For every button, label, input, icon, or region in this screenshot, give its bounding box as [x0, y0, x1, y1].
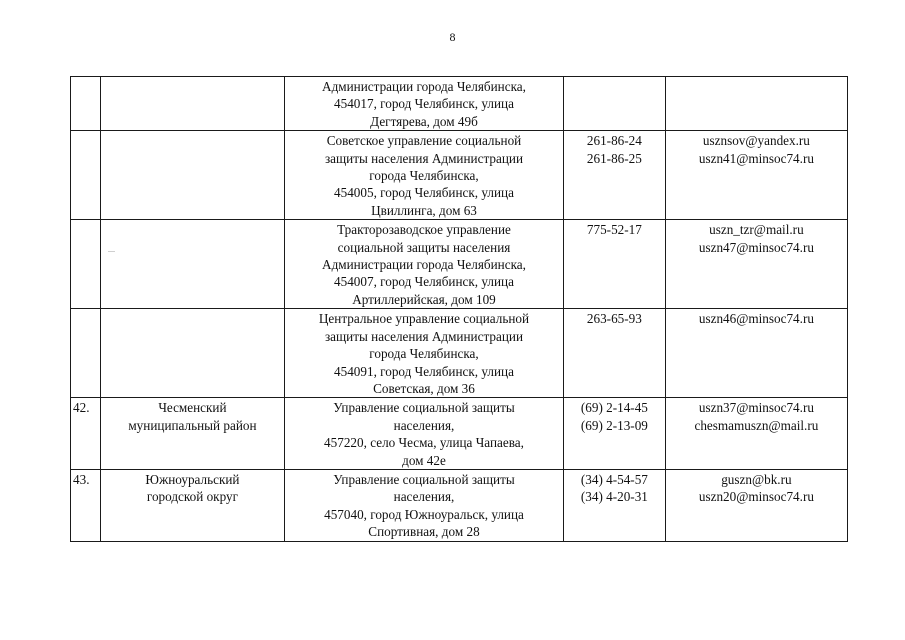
cell-municipality [100, 131, 284, 220]
table-row [71, 131, 848, 220]
cell-organization-address-line: дом 42е [402, 452, 446, 468]
cell-organization-address [285, 131, 564, 220]
cell-phones-line: (69) 2-13-09 [580, 417, 648, 433]
cell-phones [563, 220, 665, 309]
cell-organization-address [285, 469, 564, 541]
cell-number [71, 131, 101, 220]
table-row [71, 220, 848, 309]
page-number: 8 [449, 30, 456, 44]
cell-organization-address-line: Управление социальной защиты [333, 471, 515, 487]
cell-organization-address-line: Советская, дом 36 [373, 380, 475, 396]
cell-phones [563, 398, 665, 470]
cell-number [71, 309, 101, 398]
cell-phones-line: (34) 4-20-31 [580, 489, 648, 505]
cell-number: 43. [71, 469, 101, 541]
cell-municipality [100, 469, 284, 541]
cell-number [71, 77, 101, 131]
table-row [71, 398, 848, 470]
cell-emails [665, 131, 847, 220]
cell-organization-address-line: Советское управление социальной [326, 133, 522, 149]
cell-organization-address-line: защиты населения Администрации [324, 150, 524, 166]
cell-organization-address-line: населения, [393, 489, 455, 505]
cell-emails-line: usznsov@yandex.ru [702, 133, 810, 149]
cell-organization-address-line: Администрации города Челябинска, [322, 79, 526, 94]
cell-municipality [100, 398, 284, 470]
cell-organization-address-line: города Челябинска, [369, 346, 479, 362]
cell-organization-address [285, 77, 564, 131]
cell-organization-address-line: 454017, город Челябинск, улица [334, 96, 514, 112]
cell-organization-address-line: Администрации города Челябинска, [322, 257, 526, 273]
cell-phones [563, 77, 665, 131]
cell-emails-line: guszn@bk.ru [721, 471, 792, 487]
cell-phones [563, 131, 665, 220]
cell-organization-address-line: Артиллерийская, дом 109 [352, 291, 496, 307]
cell-organization-address-line: 454091, город Челябинск, улица [334, 363, 514, 379]
cell-organization-address-line: 454007, город Челябинск, улица [334, 274, 514, 290]
cell-emails-line: uszn41@minsoc74.ru [698, 150, 814, 166]
cell-emails [665, 309, 847, 398]
cell-emails [665, 469, 847, 541]
cell-number: 42. [71, 398, 101, 470]
cell-municipality [100, 77, 284, 131]
cell-emails-line: uszn47@minsoc74.ru [698, 239, 814, 255]
table-body [71, 77, 848, 542]
cell-organization-address-line: социальной защиты населения [337, 239, 511, 255]
cell-municipality [100, 309, 284, 398]
cell-emails-line: uszn_tzr@mail.ru [709, 222, 804, 238]
cell-phones [563, 469, 665, 541]
cell-organization-address-line: города Челябинска, [369, 168, 479, 184]
cell-municipality-line: Южноуральский [145, 471, 240, 487]
cell-phones [563, 309, 665, 398]
cell-organization-address-line: 457040, город Южноуральск, улица [324, 506, 524, 522]
table-row [71, 469, 848, 541]
cell-emails-line: uszn37@minsoc74.ru [698, 400, 814, 416]
cell-organization-address-line: Управление социальной защиты [333, 400, 515, 416]
cell-organization-address-line: населения, [393, 417, 455, 433]
cell-organization-address-line: Тракторозаводское управление [337, 222, 511, 238]
scan-mark [108, 251, 115, 252]
cell-municipality-line: городской округ [146, 489, 239, 505]
cell-phones-line: 261-86-25 [586, 150, 642, 166]
table-row [71, 77, 848, 131]
cell-municipality-line: Чесменский [158, 400, 227, 416]
cell-phones-line: 775-52-17 [586, 222, 642, 238]
cell-phones-line: 263-65-93 [586, 311, 642, 327]
cell-emails-line: uszn20@minsoc74.ru [698, 489, 814, 505]
cell-organization-address-line: Центральное управление социальной [318, 311, 530, 327]
cell-phones-line: (34) 4-54-57 [580, 471, 648, 487]
cell-organization-address-line: защиты населения Администрации [324, 328, 524, 344]
cell-emails [665, 220, 847, 309]
cell-organization-address-line: 457220, село Чесма, улица Чапаева, [324, 435, 524, 451]
cell-organization-address [285, 220, 564, 309]
cell-number [71, 220, 101, 309]
table-row [71, 309, 848, 398]
cell-municipality [100, 220, 284, 309]
cell-organization-address-line: Цвиллинга, дом 63 [371, 202, 477, 218]
cell-organization-address [285, 309, 564, 398]
cell-phones-line: (69) 2-14-45 [580, 400, 648, 416]
social-protection-directory-table [70, 76, 848, 542]
cell-phones-line: 261-86-24 [586, 133, 642, 149]
cell-organization-address-line: Дегтярева, дом 49б [370, 113, 478, 129]
cell-organization-address-line: Спортивная, дом 28 [368, 524, 480, 540]
cell-municipality-line: муниципальный район [128, 417, 257, 433]
cell-organization-address-line: 454005, город Челябинск, улица [334, 185, 514, 201]
cell-emails-line: chesmamuszn@mail.ru [694, 417, 819, 433]
cell-emails [665, 398, 847, 470]
cell-organization-address [285, 398, 564, 470]
cell-emails-line: uszn46@minsoc74.ru [698, 311, 814, 327]
cell-emails [665, 77, 847, 131]
